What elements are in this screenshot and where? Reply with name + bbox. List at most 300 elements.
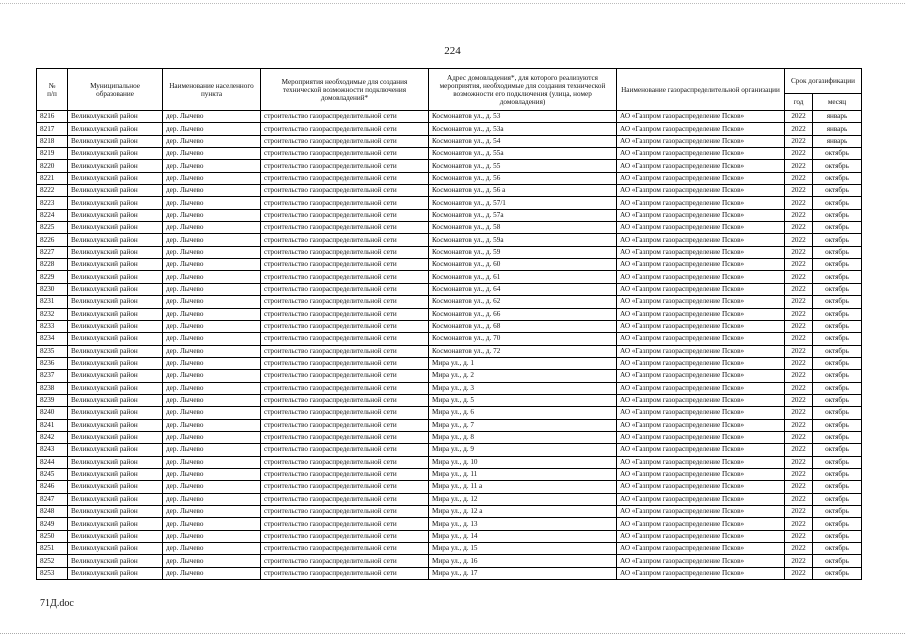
row-settlement: дер. Лычево: [163, 543, 261, 555]
row-municipality: Великолукский район: [68, 271, 163, 283]
row-measure: строительство газораспределительной сети: [261, 320, 429, 332]
table-row: [37, 283, 862, 295]
row-organization: АО «Газпром газораспределение Псков»: [617, 209, 785, 221]
row-municipality: Великолукский район: [68, 234, 163, 246]
table-row: [37, 357, 862, 369]
row-organization: АО «Газпром газораспределение Псков»: [617, 296, 785, 308]
row-organization: АО «Газпром газораспределение Псков»: [617, 456, 785, 468]
row-year: 2022: [785, 246, 813, 258]
table-row: [37, 444, 862, 456]
row-measure: строительство газораспределительной сети: [261, 283, 429, 295]
row-number: 8237: [37, 370, 68, 382]
row-year: 2022: [785, 357, 813, 369]
row-organization: АО «Газпром газораспределение Псков»: [617, 185, 785, 197]
row-number: 8228: [37, 259, 68, 271]
row-measure: строительство газораспределительной сети: [261, 407, 429, 419]
row-settlement: дер. Лычево: [163, 481, 261, 493]
row-year: 2022: [785, 160, 813, 172]
header-year: год: [785, 94, 813, 111]
row-measure: строительство газораспределительной сети: [261, 308, 429, 320]
row-measure: строительство газораспределительной сети: [261, 543, 429, 555]
row-measure: строительство газораспределительной сети: [261, 431, 429, 443]
header-month: месяц: [813, 94, 862, 111]
row-address: Мира ул., д. 16: [429, 555, 617, 567]
row-organization: АО «Газпром газораспределение Псков»: [617, 283, 785, 295]
header-settlement: Наименование населенного пункта: [163, 69, 261, 111]
row-organization: АО «Газпром газораспределение Псков»: [617, 493, 785, 505]
row-number: 8234: [37, 333, 68, 345]
row-address: Мира ул., д. 5: [429, 394, 617, 406]
row-address: Космонавтов ул., д. 60: [429, 259, 617, 271]
row-measure: строительство газораспределительной сети: [261, 111, 429, 123]
row-municipality: Великолукский район: [68, 172, 163, 184]
row-settlement: дер. Лычево: [163, 468, 261, 480]
row-month: октябрь: [813, 333, 862, 345]
row-measure: строительство газораспределительной сети: [261, 456, 429, 468]
row-organization: АО «Газпром газораспределение Псков»: [617, 123, 785, 135]
row-year: 2022: [785, 444, 813, 456]
row-number: 8223: [37, 197, 68, 209]
row-measure: строительство газораспределительной сети: [261, 172, 429, 184]
row-municipality: Великолукский район: [68, 456, 163, 468]
row-address: Космонавтов ул., д. 54: [429, 135, 617, 147]
row-year: 2022: [785, 283, 813, 295]
row-organization: АО «Газпром газораспределение Псков»: [617, 481, 785, 493]
header-measures: Мероприятия необходимые для создания технической возможности подключения домовладений*: [261, 69, 429, 111]
row-address: Космонавтов ул., д. 55: [429, 160, 617, 172]
row-number: 8226: [37, 234, 68, 246]
row-year: 2022: [785, 308, 813, 320]
row-number: 8236: [37, 357, 68, 369]
row-municipality: Великолукский район: [68, 246, 163, 258]
row-address: Космонавтов ул., д. 58: [429, 222, 617, 234]
row-address: Мира ул., д. 11: [429, 468, 617, 480]
row-municipality: Великолукский район: [68, 296, 163, 308]
row-measure: строительство газораспределительной сети: [261, 481, 429, 493]
row-number: 8244: [37, 456, 68, 468]
row-settlement: дер. Лычево: [163, 444, 261, 456]
table-row: [37, 308, 862, 320]
row-year: 2022: [785, 555, 813, 567]
row-organization: АО «Газпром газораспределение Псков»: [617, 530, 785, 542]
row-settlement: дер. Лычево: [163, 567, 261, 579]
row-organization: АО «Газпром газораспределение Псков»: [617, 197, 785, 209]
row-number: 8247: [37, 493, 68, 505]
row-address: Мира ул., д. 6: [429, 407, 617, 419]
table-row: [37, 234, 862, 246]
row-year: 2022: [785, 530, 813, 542]
row-address: Космонавтов ул., д. 59а: [429, 234, 617, 246]
row-address: Космонавтов ул., д. 64: [429, 283, 617, 295]
row-number: 8216: [37, 111, 68, 123]
row-address: Космонавтов ул., д. 62: [429, 296, 617, 308]
header-organization: Наименование газораспределительной организации: [617, 69, 785, 111]
row-number: 8235: [37, 345, 68, 357]
row-municipality: Великолукский район: [68, 209, 163, 221]
row-organization: АО «Газпром газораспределение Псков»: [617, 382, 785, 394]
row-month: январь: [813, 135, 862, 147]
row-municipality: Великолукский район: [68, 185, 163, 197]
row-settlement: дер. Лычево: [163, 357, 261, 369]
row-month: октябрь: [813, 555, 862, 567]
row-measure: строительство газораспределительной сети: [261, 530, 429, 542]
table-row: [37, 320, 862, 332]
row-number: 8230: [37, 283, 68, 295]
row-year: 2022: [785, 222, 813, 234]
row-organization: АО «Газпром газораспределение Псков»: [617, 357, 785, 369]
row-organization: АО «Газпром газораспределение Псков»: [617, 135, 785, 147]
table-row: [37, 567, 862, 579]
table-row: [37, 394, 862, 406]
row-organization: АО «Газпром газораспределение Псков»: [617, 555, 785, 567]
row-municipality: Великолукский район: [68, 283, 163, 295]
row-organization: АО «Газпром газораспределение Псков»: [617, 394, 785, 406]
row-address: Космонавтов ул., д. 53: [429, 111, 617, 123]
row-organization: АО «Газпром газораспределение Псков»: [617, 333, 785, 345]
row-month: октябрь: [813, 407, 862, 419]
row-municipality: Великолукский район: [68, 148, 163, 160]
row-address: Мира ул., д. 9: [429, 444, 617, 456]
row-organization: АО «Газпром газораспределение Псков»: [617, 308, 785, 320]
row-number: 8219: [37, 148, 68, 160]
row-year: 2022: [785, 296, 813, 308]
row-month: октябрь: [813, 296, 862, 308]
table-row: [37, 111, 862, 123]
row-measure: строительство газораспределительной сети: [261, 506, 429, 518]
row-organization: АО «Газпром газораспределение Псков»: [617, 419, 785, 431]
table-row: [37, 456, 862, 468]
table-row: [37, 518, 862, 530]
row-month: октябрь: [813, 259, 862, 271]
row-settlement: дер. Лычево: [163, 296, 261, 308]
table-row: [37, 160, 862, 172]
row-settlement: дер. Лычево: [163, 419, 261, 431]
row-municipality: Великолукский район: [68, 197, 163, 209]
row-municipality: Великолукский район: [68, 370, 163, 382]
row-month: октябрь: [813, 493, 862, 505]
row-month: октябрь: [813, 431, 862, 443]
row-number: 8240: [37, 407, 68, 419]
row-municipality: Великолукский район: [68, 160, 163, 172]
table-row: [37, 555, 862, 567]
table-row: [37, 431, 862, 443]
row-organization: АО «Газпром газораспределение Псков»: [617, 271, 785, 283]
row-month: октябрь: [813, 506, 862, 518]
table-row: [37, 345, 862, 357]
row-number: 8233: [37, 320, 68, 332]
row-municipality: Великолукский район: [68, 419, 163, 431]
row-measure: строительство газораспределительной сети: [261, 345, 429, 357]
row-number: 8217: [37, 123, 68, 135]
row-address: Космонавтов ул., д. 59: [429, 246, 617, 258]
table-row: [37, 148, 862, 160]
row-number: 8222: [37, 185, 68, 197]
row-measure: строительство газораспределительной сети: [261, 185, 429, 197]
row-measure: строительство газораспределительной сети: [261, 493, 429, 505]
header-deadline: Срок догазификации: [785, 69, 862, 94]
row-municipality: Великолукский район: [68, 530, 163, 542]
row-measure: строительство газораспределительной сети: [261, 370, 429, 382]
row-number: 8225: [37, 222, 68, 234]
row-month: октябрь: [813, 543, 862, 555]
row-measure: строительство газораспределительной сети: [261, 234, 429, 246]
row-measure: строительство газораспределительной сети: [261, 333, 429, 345]
row-address: Космонавтов ул., д. 68: [429, 320, 617, 332]
row-municipality: Великолукский район: [68, 493, 163, 505]
header-num: № п/п: [37, 69, 68, 111]
row-organization: АО «Газпром газораспределение Псков»: [617, 407, 785, 419]
row-number: 8252: [37, 555, 68, 567]
row-number: 8227: [37, 246, 68, 258]
table-body: [37, 111, 862, 580]
row-address: Мира ул., д. 12: [429, 493, 617, 505]
row-year: 2022: [785, 135, 813, 147]
row-settlement: дер. Лычево: [163, 530, 261, 542]
table-row: [37, 481, 862, 493]
row-settlement: дер. Лычево: [163, 493, 261, 505]
row-year: 2022: [785, 271, 813, 283]
row-organization: АО «Газпром газораспределение Псков»: [617, 345, 785, 357]
row-municipality: Великолукский район: [68, 345, 163, 357]
table-row: [37, 370, 862, 382]
row-year: 2022: [785, 111, 813, 123]
row-municipality: Великолукский район: [68, 382, 163, 394]
row-year: 2022: [785, 320, 813, 332]
row-municipality: Великолукский район: [68, 543, 163, 555]
row-settlement: дер. Лычево: [163, 148, 261, 160]
row-settlement: дер. Лычево: [163, 246, 261, 258]
row-organization: АО «Газпром газораспределение Псков»: [617, 259, 785, 271]
table-row: [37, 135, 862, 147]
row-organization: АО «Газпром газораспределение Псков»: [617, 320, 785, 332]
row-month: октябрь: [813, 160, 862, 172]
row-month: октябрь: [813, 197, 862, 209]
row-year: 2022: [785, 419, 813, 431]
row-settlement: дер. Лычево: [163, 259, 261, 271]
row-settlement: дер. Лычево: [163, 345, 261, 357]
row-organization: АО «Газпром газораспределение Псков»: [617, 234, 785, 246]
table-row: [37, 197, 862, 209]
row-month: октябрь: [813, 234, 862, 246]
row-measure: строительство газораспределительной сети: [261, 555, 429, 567]
row-month: октябрь: [813, 419, 862, 431]
row-number: 8249: [37, 518, 68, 530]
row-organization: АО «Газпром газораспределение Псков»: [617, 160, 785, 172]
row-organization: АО «Газпром газораспределение Псков»: [617, 468, 785, 480]
row-organization: АО «Газпром газораспределение Псков»: [617, 444, 785, 456]
row-settlement: дер. Лычево: [163, 197, 261, 209]
row-organization: АО «Газпром газораспределение Псков»: [617, 431, 785, 443]
row-measure: строительство газораспределительной сети: [261, 296, 429, 308]
row-settlement: дер. Лычево: [163, 506, 261, 518]
row-municipality: Великолукский район: [68, 394, 163, 406]
row-measure: строительство газораспределительной сети: [261, 197, 429, 209]
header-address: Адрес домовладения*, для которого реализуются мероприятия, необходимые для создания технической возможности его подключения (улица, номер домовладения): [429, 69, 617, 111]
row-municipality: Великолукский район: [68, 333, 163, 345]
row-measure: строительство газораспределительной сети: [261, 246, 429, 258]
row-year: 2022: [785, 468, 813, 480]
row-month: октябрь: [813, 345, 862, 357]
table-row: [37, 407, 862, 419]
row-number: 8238: [37, 382, 68, 394]
row-number: 8246: [37, 481, 68, 493]
row-measure: строительство газораспределительной сети: [261, 419, 429, 431]
row-year: 2022: [785, 481, 813, 493]
row-month: октябрь: [813, 222, 862, 234]
row-month: октябрь: [813, 382, 862, 394]
table-row: [37, 543, 862, 555]
row-settlement: дер. Лычево: [163, 222, 261, 234]
table-row: [37, 271, 862, 283]
row-settlement: дер. Лычево: [163, 160, 261, 172]
table-row: [37, 506, 862, 518]
row-number: 8243: [37, 444, 68, 456]
row-municipality: Великолукский район: [68, 555, 163, 567]
row-organization: АО «Газпром газораспределение Псков»: [617, 246, 785, 258]
table-row: [37, 419, 862, 431]
row-number: 8229: [37, 271, 68, 283]
row-year: 2022: [785, 345, 813, 357]
row-settlement: дер. Лычево: [163, 320, 261, 332]
row-settlement: дер. Лычево: [163, 456, 261, 468]
row-municipality: Великолукский район: [68, 407, 163, 419]
row-month: январь: [813, 123, 862, 135]
row-settlement: дер. Лычево: [163, 308, 261, 320]
row-month: октябрь: [813, 308, 862, 320]
row-organization: АО «Газпром газораспределение Псков»: [617, 111, 785, 123]
row-municipality: Великолукский район: [68, 506, 163, 518]
row-address: Космонавтов ул., д. 66: [429, 308, 617, 320]
row-address: Мира ул., д. 13: [429, 518, 617, 530]
row-municipality: Великолукский район: [68, 357, 163, 369]
row-number: 8251: [37, 543, 68, 555]
row-year: 2022: [785, 259, 813, 271]
page-number: 224: [444, 45, 461, 57]
row-settlement: дер. Лычево: [163, 370, 261, 382]
row-number: 8250: [37, 530, 68, 542]
row-address: Космонавтов ул., д. 57/1: [429, 197, 617, 209]
row-measure: строительство газораспределительной сети: [261, 271, 429, 283]
row-month: январь: [813, 111, 862, 123]
row-address: Мира ул., д. 17: [429, 567, 617, 579]
table-row: [37, 259, 862, 271]
row-settlement: дер. Лычево: [163, 234, 261, 246]
table-row: [37, 222, 862, 234]
row-municipality: Великолукский район: [68, 567, 163, 579]
row-month: октябрь: [813, 370, 862, 382]
row-number: 8221: [37, 172, 68, 184]
row-organization: АО «Газпром газораспределение Псков»: [617, 518, 785, 530]
row-address: Космонавтов ул., д. 57а: [429, 209, 617, 221]
table-row: [37, 333, 862, 345]
row-measure: строительство газораспределительной сети: [261, 222, 429, 234]
row-month: октябрь: [813, 185, 862, 197]
row-month: октябрь: [813, 481, 862, 493]
row-month: октябрь: [813, 209, 862, 221]
row-address: Мира ул., д. 8: [429, 431, 617, 443]
row-number: 8253: [37, 567, 68, 579]
row-municipality: Великолукский район: [68, 222, 163, 234]
row-settlement: дер. Лычево: [163, 333, 261, 345]
row-month: октябрь: [813, 320, 862, 332]
row-month: октябрь: [813, 394, 862, 406]
row-number: 8218: [37, 135, 68, 147]
table-row: [37, 530, 862, 542]
row-municipality: Великолукский район: [68, 431, 163, 443]
row-address: Мира ул., д. 15: [429, 543, 617, 555]
row-measure: строительство газораспределительной сети: [261, 357, 429, 369]
row-year: 2022: [785, 148, 813, 160]
table-row: [37, 209, 862, 221]
table-row: [37, 382, 862, 394]
row-settlement: дер. Лычево: [163, 209, 261, 221]
row-municipality: Великолукский район: [68, 481, 163, 493]
row-measure: строительство газораспределительной сети: [261, 518, 429, 530]
row-year: 2022: [785, 172, 813, 184]
footer-filename: 71Д.doc: [40, 598, 74, 609]
row-year: 2022: [785, 209, 813, 221]
row-settlement: дер. Лычево: [163, 111, 261, 123]
header-municipality: Муниципальное образование: [68, 69, 163, 111]
row-settlement: дер. Лычево: [163, 172, 261, 184]
row-settlement: дер. Лычево: [163, 283, 261, 295]
row-address: Мира ул., д. 11 а: [429, 481, 617, 493]
row-measure: строительство газораспределительной сети: [261, 567, 429, 579]
row-measure: строительство газораспределительной сети: [261, 444, 429, 456]
row-address: Космонавтов ул., д. 56 а: [429, 185, 617, 197]
table-row: [37, 172, 862, 184]
row-municipality: Великолукский район: [68, 111, 163, 123]
row-address: Мира ул., д. 12 а: [429, 506, 617, 518]
row-number: 8239: [37, 394, 68, 406]
row-month: октябрь: [813, 172, 862, 184]
row-municipality: Великолукский район: [68, 135, 163, 147]
row-measure: строительство газораспределительной сети: [261, 148, 429, 160]
row-address: Космонавтов ул., д. 53а: [429, 123, 617, 135]
row-year: 2022: [785, 518, 813, 530]
row-year: 2022: [785, 234, 813, 246]
row-year: 2022: [785, 394, 813, 406]
row-organization: АО «Газпром газораспределение Псков»: [617, 172, 785, 184]
row-municipality: Великолукский район: [68, 308, 163, 320]
row-measure: строительство газораспределительной сети: [261, 259, 429, 271]
gasification-table: [36, 68, 862, 580]
row-settlement: дер. Лычево: [163, 123, 261, 135]
row-number: 8242: [37, 431, 68, 443]
row-month: октябрь: [813, 148, 862, 160]
row-number: 8231: [37, 296, 68, 308]
row-measure: строительство газораспределительной сети: [261, 382, 429, 394]
row-year: 2022: [785, 543, 813, 555]
row-address: Космонавтов ул., д. 61: [429, 271, 617, 283]
row-municipality: Великолукский район: [68, 259, 163, 271]
row-settlement: дер. Лычево: [163, 382, 261, 394]
row-measure: строительство газораспределительной сети: [261, 160, 429, 172]
table-row: [37, 185, 862, 197]
row-address: Космонавтов ул., д. 70: [429, 333, 617, 345]
table-row: [37, 123, 862, 135]
row-year: 2022: [785, 567, 813, 579]
row-address: Мира ул., д. 7: [429, 419, 617, 431]
row-settlement: дер. Лычево: [163, 518, 261, 530]
row-year: 2022: [785, 493, 813, 505]
row-year: 2022: [785, 333, 813, 345]
row-organization: АО «Газпром газораспределение Псков»: [617, 222, 785, 234]
table-row: [37, 468, 862, 480]
row-organization: АО «Газпром газораспределение Псков»: [617, 506, 785, 518]
row-municipality: Великолукский район: [68, 123, 163, 135]
row-month: октябрь: [813, 444, 862, 456]
